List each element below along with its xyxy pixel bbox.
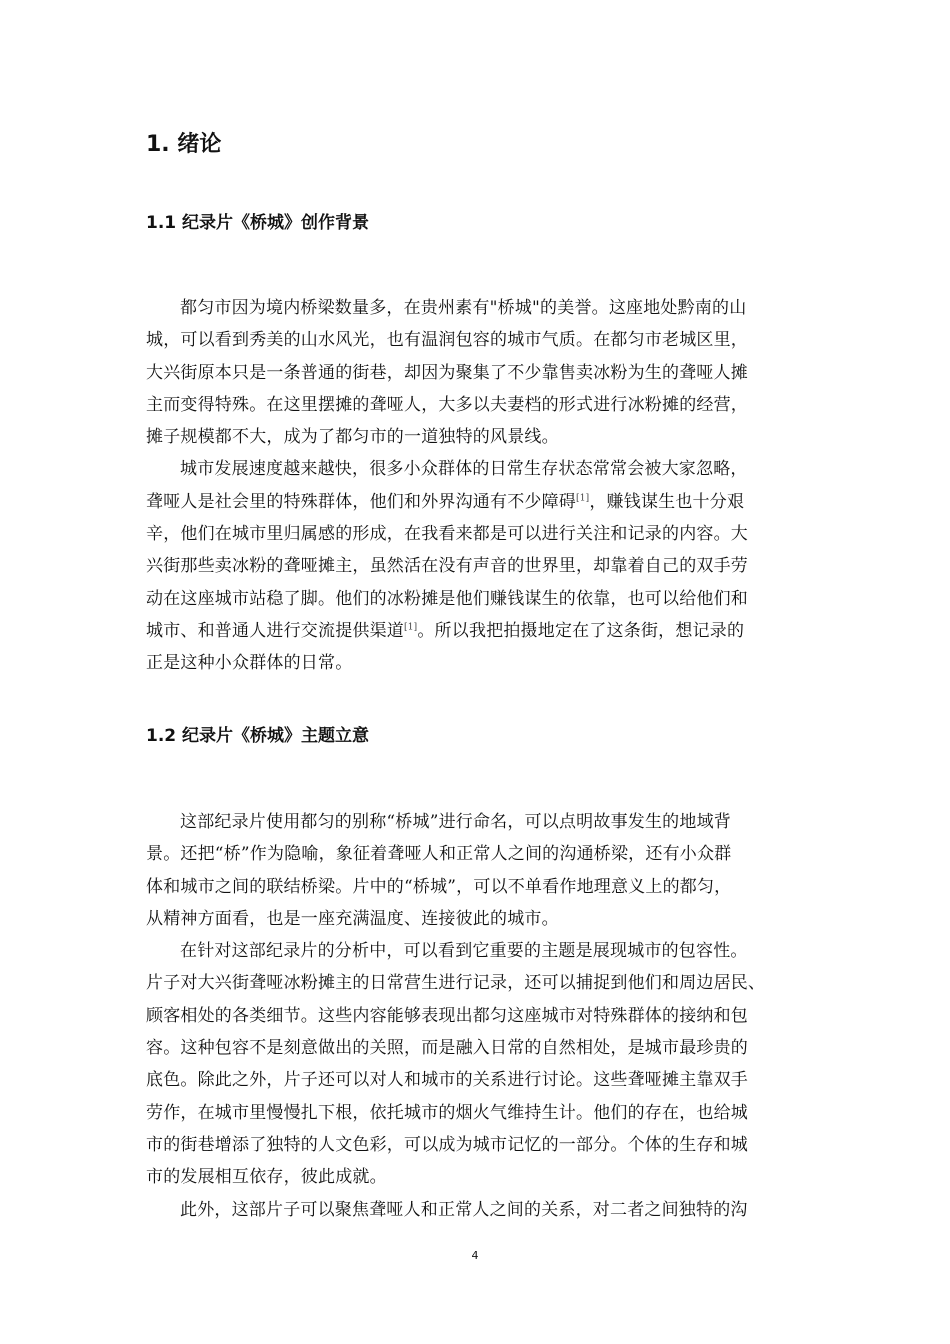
paragraph-text: 。所以我把拍摄地定在了这条街，想记录的 正是这种小众群体的日常。 bbox=[146, 620, 745, 674]
section-body-1-2 bbox=[146, 806, 808, 1226]
paragraph bbox=[146, 453, 808, 679]
page-number: 4 bbox=[471, 1249, 479, 1262]
section-body-1-1 bbox=[146, 292, 808, 680]
paragraph-text: ，赚钱谋生也十分艰 辛，他们在城市里归属感的形成，在我看来都是可以进行关注和记录的内容。大 兴街那些卖冰粉的聋哑摊主，虽然活在没有声音的世界里，却靠着自己的双手劳 动在这座城市站稳了脚。他们的冰粉摊是他们赚钱谋生的依靠，也可以给他们和 城市、和普通人进行交流提供渠道 bbox=[146, 491, 748, 641]
citation-ref: [1] bbox=[404, 622, 418, 633]
section-heading-1-1: 1.1 纪录片《桥城》创作背景 bbox=[146, 213, 370, 233]
chapter-heading: 1. 绪论 bbox=[146, 132, 222, 157]
paragraph: 此外，这部片子可以聚焦聋哑人和正常人之间的关系，对二者之间独特的沟 bbox=[180, 1199, 748, 1220]
paragraph: 在针对这部纪录片的分析中，可以看到它重要的主题是展现城市的包容性。 片子对大兴街聋哑冰粉摊主的日常营生进行记录，还可以捕捉到他们和周边居民、 顾客相处的各类细节。这些内容能够表现出都匀这座城市对特殊群体的接纳和包 容。这种包容不是刻意做出的关照，而是融入日常的自然相处，是城市最珍贵的 底色。除此之外，片子还可以对人和城市的关系进行讨论。这些聋哑摊主靠双手 劳作，在城市里慢慢扎下根，依托城市的烟火气维持生计。他们的存在，也给城 市的街巷增添了独特的人文色彩，可以成为城市记忆的一部分。个体的生存和城 市的发展相互依存，彼此成就。 bbox=[146, 941, 766, 1188]
citation-ref: [1] bbox=[576, 493, 590, 504]
paragraph: 都匀市因为境内桥梁数量多，在贵州素有"桥城"的美誉。这座地处黔南的山 城，可以看到秀美的山水风光，也有温润包容的城市气质。在都匀市老城区里， 大兴街原本只是一条普通的街巷，却因为聚集了不少靠售卖冰粉为生的聋哑人摊 主而变得特殊。在这里摆摊的聋哑人，大多以夫妻档的形式进行冰粉摊的经营， 摊子规模都不大，成为了都匀市的一道独特的风景线。 bbox=[146, 298, 748, 448]
paragraph-text: 城市发展速度越来越快，很多小众群体的日常生存状态常常会被大家忽略， 聋哑人是社会里的特殊群体，他们和外界沟通有不少障碍 bbox=[146, 459, 748, 512]
paragraph: 这部纪录片使用都匀的别称“桥城”进行命名，可以点明故事发生的地域背 景。还把“桥”作为隐喻，象征着聋哑人和正常人之间的沟通桥梁，还有小众群 体和城市之间的联结桥梁。片中的“桥城”，可以不单看作地理意义上的都匀， 从精神方面看，也是一座充满温度、连接彼此的城市。 bbox=[146, 812, 732, 929]
section-heading-1-2: 1.2 纪录片《桥城》主题立意 bbox=[146, 726, 370, 746]
